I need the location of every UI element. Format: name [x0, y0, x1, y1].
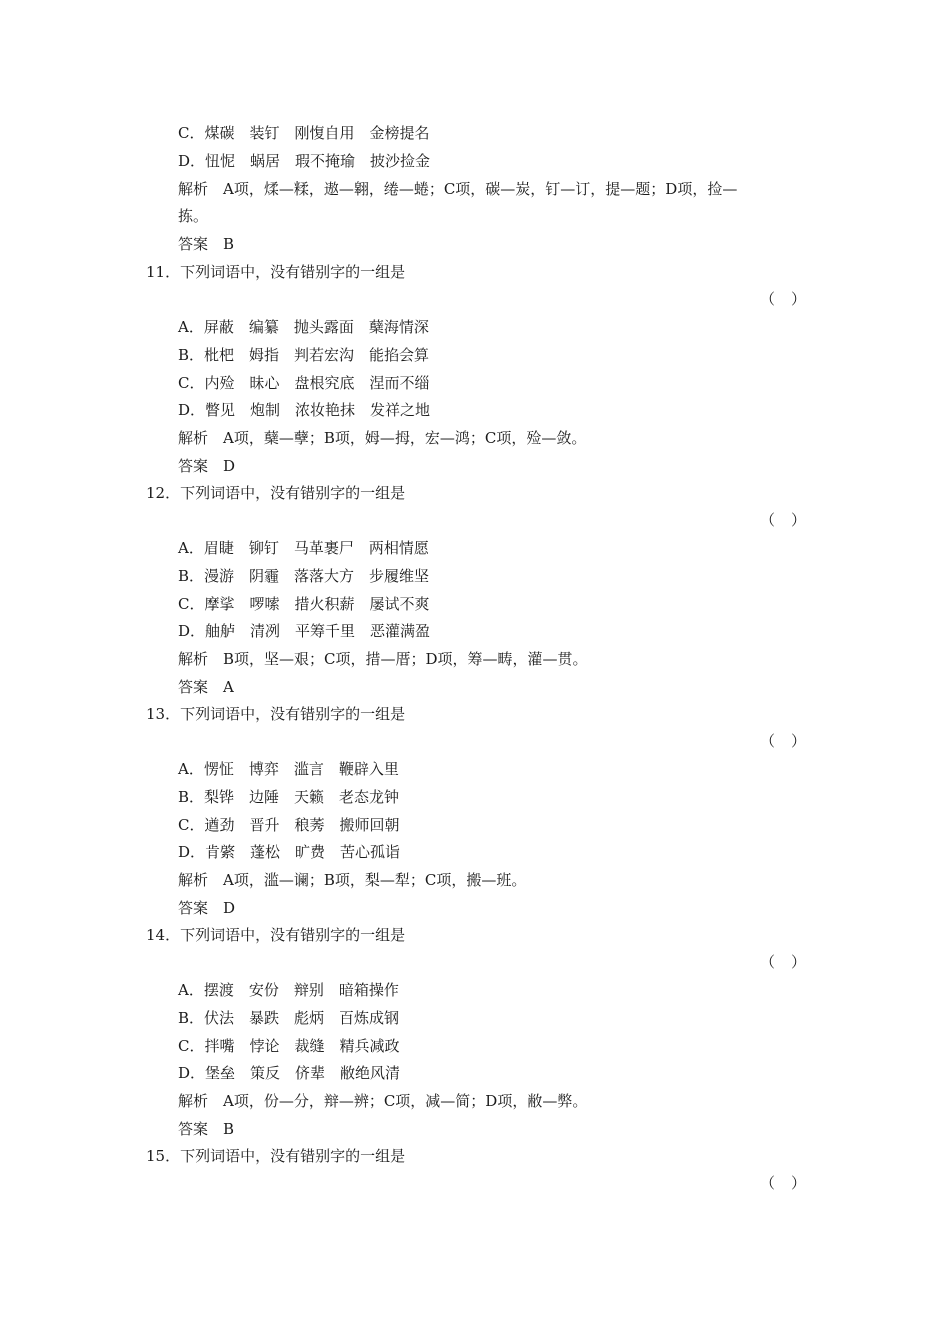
answer-text: 答案 D	[178, 899, 236, 917]
answer-text: 答案 A	[178, 678, 234, 696]
option-c: C．拌嘴 悖论 裁缝 精兵减政	[178, 1037, 400, 1055]
analysis-text: 解析 A项，份—分，辩—辨；C项，减—简；D项，敝—弊。	[178, 1092, 588, 1110]
answer-bracket	[760, 510, 806, 530]
question-stem: 12．下列词语中，没有错别字的一组是	[146, 484, 406, 502]
bracket-close: ）	[790, 511, 806, 529]
option-c: C．摩挲 啰嗦 措火积薪 屡试不爽	[178, 595, 430, 613]
option-d: D．堡垒 策反 侪辈 敝绝风清	[178, 1064, 401, 1082]
option-d: D．肯綮 蓬松 旷费 苦心孤诣	[178, 843, 401, 861]
option-a: A．屏蔽 编纂 抛头露面 蘖海情深	[178, 318, 429, 336]
option-d: D．舳舻 清冽 平筹千里 恶灌满盈	[178, 622, 431, 640]
analysis-text: 解析 A项，煣—糅，遨—翱，绻—蜷；C项，碳—炭，钉—订，提—题；D项，捡—	[178, 180, 738, 198]
answer-bracket	[760, 1173, 806, 1193]
bracket-close: ）	[790, 1174, 806, 1192]
bracket-open: （	[760, 953, 776, 971]
bracket-open: （	[760, 732, 776, 750]
option-b: B．梨铧 边陲 天籁 老态龙钟	[178, 788, 400, 806]
question-stem: 14．下列词语中，没有错别字的一组是	[146, 926, 406, 944]
answer-text: 答案 B	[178, 1120, 235, 1138]
option-d: D．忸怩 蜗居 瑕不掩瑜 披沙捡金	[178, 152, 431, 170]
bracket-open: （	[760, 1174, 776, 1192]
answer-bracket	[760, 731, 806, 751]
option-b: B．枇杷 姆指 判若宏沟 能掐会算	[178, 346, 430, 364]
answer-bracket	[760, 289, 806, 309]
option-d: D．瞥见 炮制 浓妆艳抹 发祥之地	[178, 401, 431, 419]
analysis-text: 解析 B项，坚—艰；C项，措—厝；D项，筹—畴，灌—贯。	[178, 650, 588, 668]
bracket-open: （	[760, 511, 776, 529]
option-b: B．漫游 阴霾 落落大方 步履维坚	[178, 567, 430, 585]
option-c: C．遒劲 晋升 稂莠 搬师回朝	[178, 816, 400, 834]
question-stem: 15．下列词语中，没有错别字的一组是	[146, 1147, 406, 1165]
option-c: C．内殓 昧心 盘根究底 涅而不缁	[178, 374, 430, 392]
option-a: A．摆渡 安份 辩别 暗箱操作	[178, 981, 399, 999]
option-b: B．伏法 暴跌 彪炳 百炼成钢	[178, 1009, 400, 1027]
option-c: C．煤碳 装钉 刚愎自用 金榜提名	[178, 124, 430, 142]
analysis-text: 解析 A项，滥—谰；B项，梨—犁；C项，搬—班。	[178, 871, 527, 889]
answer-text: 答案 B	[178, 235, 235, 253]
bracket-close: ）	[790, 953, 806, 971]
analysis-text: 解析 A项，蘖—孽；B项，姆—拇，宏—鸿；C项，殓—敛。	[178, 429, 587, 447]
option-a: A．愣怔 博弈 滥言 鞭辟入里	[178, 760, 399, 778]
bracket-close: ）	[790, 732, 806, 750]
option-a: A．眉睫 铆钉 马革裹尸 两相情愿	[178, 539, 429, 557]
bracket-open: （	[760, 290, 776, 308]
bracket-close: ）	[790, 290, 806, 308]
question-stem: 13．下列词语中，没有错别字的一组是	[146, 705, 406, 723]
answer-text: 答案 D	[178, 457, 236, 475]
question-stem: 11．下列词语中，没有错别字的一组是	[146, 263, 406, 281]
answer-bracket	[760, 952, 806, 972]
analysis-text-continued: 拣。	[178, 207, 209, 225]
